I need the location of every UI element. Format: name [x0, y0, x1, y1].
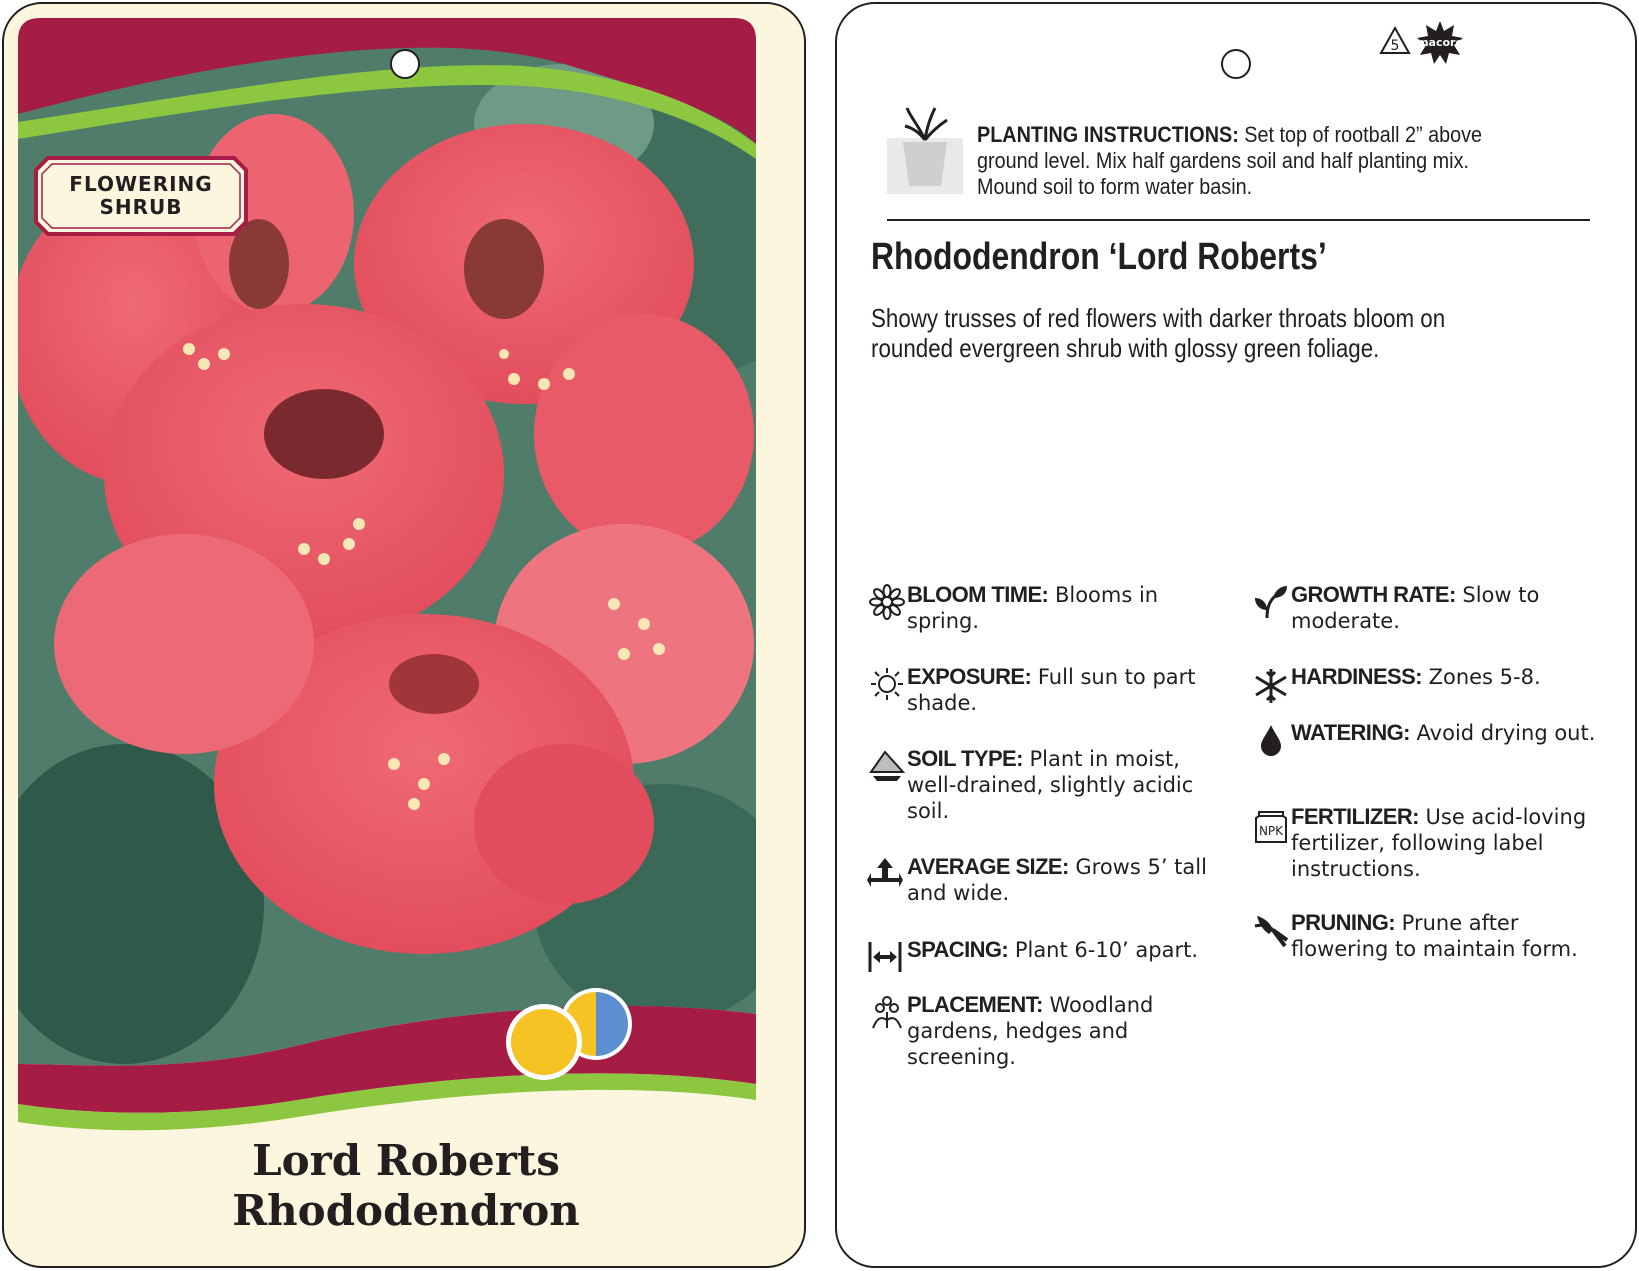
- bloom-time-attribute: [907, 582, 1227, 634]
- sun-icon: [869, 666, 905, 702]
- plant-description: Showy trusses of red flowers with darker throats bloom on rounded evergreen shrub with glossy green foliage.: [871, 303, 1446, 363]
- size-icon: [867, 856, 903, 892]
- average-size-attribute: [907, 854, 1227, 906]
- badge-line-2: SHRUB: [99, 195, 183, 219]
- pruning-attribute: [1291, 910, 1611, 962]
- fertilizer-attribute: [1291, 804, 1611, 882]
- hang-hole: [1221, 49, 1251, 79]
- growth-rate-attribute: [1291, 582, 1611, 634]
- npk-icon: [1253, 808, 1289, 844]
- recycle-icon: [1378, 25, 1412, 57]
- potted-plant-icon: [885, 104, 965, 196]
- growth-rate-text: Slow to moderate.: [1291, 583, 1540, 633]
- water-drop-icon: [1253, 722, 1289, 758]
- watering-text: Avoid drying out.: [1409, 721, 1596, 745]
- pruning-text: Prune after flowering to maintain form.: [1291, 911, 1578, 961]
- soil-type-label: SOIL TYPE:: [907, 746, 1023, 771]
- divider: [887, 219, 1590, 221]
- flower-icon: [869, 584, 905, 620]
- placement-attribute: [907, 992, 1227, 1070]
- hardiness-label: HARDINESS:: [1291, 664, 1422, 689]
- spacing-icon: [867, 938, 903, 974]
- sun-exposure-icons: [504, 984, 644, 1084]
- watering-label: WATERING:: [1291, 720, 1410, 745]
- fertilizer-text: Use acid-loving fertilizer, following label instructions.: [1291, 805, 1587, 881]
- back-tag: [835, 2, 1637, 1268]
- botanical-name: Rhododendron ‘Lord Roberts’: [871, 236, 1327, 278]
- planting-text: Set top of rootball 2” above ground level. Mix half gardens soil and half planting mix. Mound soil to form water basin.: [977, 122, 1483, 199]
- growth-rate-label: GROWTH RATE:: [1291, 582, 1456, 607]
- average-size-label: AVERAGE SIZE:: [907, 854, 1069, 879]
- starburst-icon: [1416, 19, 1464, 65]
- full-sun-icon: [506, 1004, 582, 1080]
- spacing-label: SPACING:: [907, 937, 1009, 962]
- category-badge: [34, 156, 248, 236]
- placement-text: Woodland gardens, hedges and screening.: [907, 993, 1154, 1069]
- soil-icon: [869, 748, 905, 784]
- front-tag: [2, 2, 806, 1268]
- brand-text: macore: [1417, 36, 1463, 49]
- placement-icon: [869, 994, 905, 1030]
- hardiness-text: Zones 5-8.: [1421, 665, 1541, 689]
- plant-common-name-line-2: Rhododendron: [232, 1186, 580, 1235]
- average-size-text: Grows 5’ tall and wide.: [907, 855, 1207, 905]
- plant-common-name-line-1: Lord Roberts: [252, 1136, 560, 1185]
- bloom-time-label: BLOOM TIME:: [907, 582, 1049, 607]
- recycle-number: 5: [1390, 38, 1400, 54]
- planting-instructions: [977, 122, 1523, 200]
- sprout-icon: [1253, 584, 1289, 620]
- spacing-attribute: [907, 937, 1227, 963]
- bloom-time-text: Blooms in spring.: [907, 583, 1159, 633]
- placement-label: PLACEMENT:: [907, 992, 1043, 1017]
- pruners-icon: [1253, 912, 1289, 948]
- exposure-attribute: [907, 664, 1227, 716]
- hang-hole: [390, 49, 420, 79]
- npk-label: NPK: [1258, 824, 1284, 838]
- fertilizer-label: FERTILIZER:: [1291, 804, 1419, 829]
- badge-line-1: FLOWERING: [69, 172, 213, 196]
- exposure-text: Full sun to part shade.: [907, 665, 1196, 715]
- planting-label: PLANTING INSTRUCTIONS:: [977, 122, 1239, 147]
- soil-type-text: Plant in moist, well-drained, slightly acidic soil.: [907, 747, 1194, 823]
- watering-attribute: [1291, 720, 1611, 746]
- snowflake-icon: [1253, 668, 1289, 704]
- macore-logo: [1416, 19, 1464, 70]
- spacing-text: Plant 6-10’ apart.: [1008, 938, 1199, 962]
- exposure-label: EXPOSURE:: [907, 664, 1032, 689]
- hardiness-attribute: [1291, 664, 1611, 690]
- pruning-label: PRUNING:: [1291, 910, 1395, 935]
- soil-type-attribute: [907, 746, 1227, 824]
